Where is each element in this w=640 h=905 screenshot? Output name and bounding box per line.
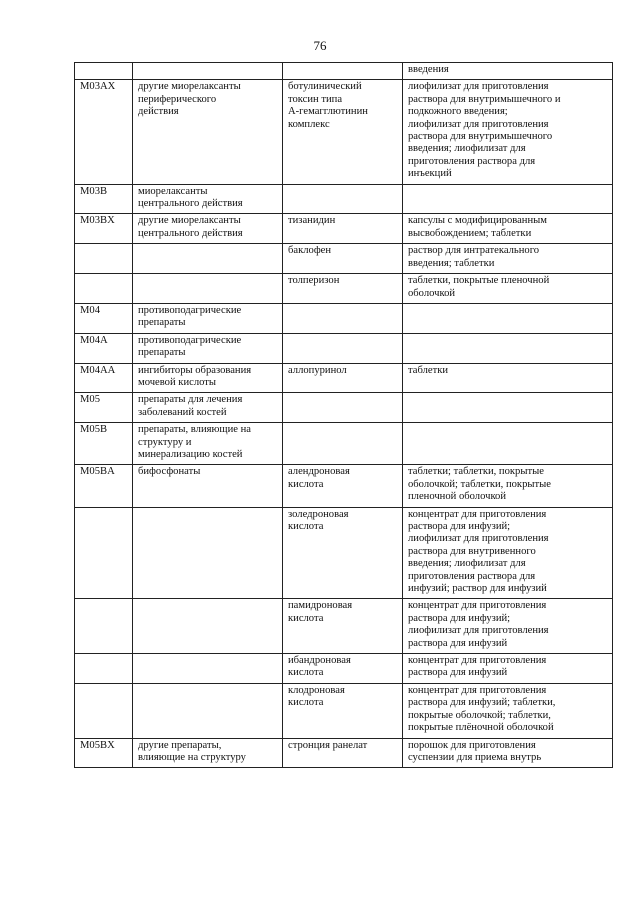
table-row	[75, 465, 613, 507]
group-cell	[133, 507, 283, 599]
table-row	[75, 423, 613, 465]
group-cell: препараты для лечения заболеваний костей	[133, 393, 283, 423]
atc-code-cell	[75, 507, 133, 599]
atc-code-cell	[75, 683, 133, 738]
table-row	[75, 80, 613, 184]
group-cell	[133, 274, 283, 304]
table-row	[75, 507, 613, 599]
group-cell	[133, 599, 283, 654]
form-cell: раствор для интратекального введения; таблетки	[403, 244, 613, 274]
atc-code-cell: M04A	[75, 333, 133, 363]
atc-code-cell: M05BX	[75, 738, 133, 768]
atc-code-cell	[75, 274, 133, 304]
form-cell: капсулы с модифицированным высвобождением; таблетки	[403, 214, 613, 244]
atc-code-cell	[75, 244, 133, 274]
atc-code-cell	[75, 599, 133, 654]
form-cell: таблетки	[403, 363, 613, 393]
form-cell: таблетки; таблетки, покрытые оболочкой; таблетки, покрытые пленочной оболочкой	[403, 465, 613, 507]
group-cell	[133, 63, 283, 80]
drug-cell	[283, 393, 403, 423]
form-cell: концентрат для приготовления раствора для инфузий; лиофилизат для приготовления раствора для внутривенного введения; лиофилизат для приготовления раствора для инфузий; раствор для инфузий	[403, 507, 613, 599]
atc-code-cell: M04AA	[75, 363, 133, 393]
drug-cell: стронция ранелат	[283, 738, 403, 768]
table-row	[75, 654, 613, 684]
atc-code-cell: M04	[75, 303, 133, 333]
group-cell: препараты, влияющие на структуру и минерализацию костей	[133, 423, 283, 465]
drug-cell: баклофен	[283, 244, 403, 274]
drug-cell: золедроновая кислота	[283, 507, 403, 599]
atc-code-cell	[75, 654, 133, 684]
group-cell: бифосфонаты	[133, 465, 283, 507]
group-cell: другие препараты, влияющие на структуру	[133, 738, 283, 768]
form-cell	[403, 184, 613, 214]
group-cell: противоподагрические препараты	[133, 303, 283, 333]
table-row	[75, 333, 613, 363]
drug-cell: тизанидин	[283, 214, 403, 244]
form-cell	[403, 393, 613, 423]
drug-cell	[283, 333, 403, 363]
drug-cell: ибандроновая кислота	[283, 654, 403, 684]
medication-table	[74, 62, 613, 768]
form-cell	[403, 303, 613, 333]
atc-code-cell: M05	[75, 393, 133, 423]
table-row	[75, 599, 613, 654]
drug-cell	[283, 303, 403, 333]
drug-cell	[283, 63, 403, 80]
form-cell: концентрат для приготовления раствора для инфузий; лиофилизат для приготовления раствора для инфузий	[403, 599, 613, 654]
atc-code-cell: M03BX	[75, 214, 133, 244]
group-cell	[133, 244, 283, 274]
drug-cell	[283, 423, 403, 465]
page-number: 76	[313, 38, 327, 53]
table-row	[75, 393, 613, 423]
drug-cell: алендроновая кислота	[283, 465, 403, 507]
table-row	[75, 274, 613, 304]
table-row	[75, 363, 613, 393]
group-cell: ингибиторы образования мочевой кислоты	[133, 363, 283, 393]
table-row	[75, 738, 613, 768]
group-cell: другие миорелаксанты центрального действия	[133, 214, 283, 244]
table-row	[75, 63, 613, 80]
form-cell	[403, 333, 613, 363]
group-cell: другие миорелаксанты периферического действия	[133, 80, 283, 184]
form-cell	[403, 423, 613, 465]
group-cell: миорелаксанты центрального действия	[133, 184, 283, 214]
table-row	[75, 184, 613, 214]
group-cell	[133, 683, 283, 738]
form-cell: концентрат для приготовления раствора для инфузий; таблетки, покрытые оболочкой; таблетки, покрытые плёночной оболочкой	[403, 683, 613, 738]
drug-cell: аллопуринол	[283, 363, 403, 393]
atc-code-cell: M05BA	[75, 465, 133, 507]
drug-cell: толперизон	[283, 274, 403, 304]
form-cell: введения	[403, 63, 613, 80]
table-row	[75, 244, 613, 274]
drug-cell	[283, 184, 403, 214]
table-row	[75, 683, 613, 738]
form-cell: таблетки, покрытые пленочной оболочкой	[403, 274, 613, 304]
form-cell: лиофилизат для приготовления раствора для внутримышечного и подкожного введения; лиофилизат для приготовления раствора для внутримышечного введения; лиофилизат для приготовления раствора для инъекций	[403, 80, 613, 184]
group-cell	[133, 654, 283, 684]
form-cell: концентрат для приготовления раствора для инфузий	[403, 654, 613, 684]
atc-code-cell: M03B	[75, 184, 133, 214]
drug-cell: клодроновая кислота	[283, 683, 403, 738]
table-row	[75, 303, 613, 333]
atc-code-cell	[75, 63, 133, 80]
form-cell: порошок для приготовления суспензии для приема внутрь	[403, 738, 613, 768]
table-row	[75, 214, 613, 244]
drug-cell: ботулинический токсин типа A-гемагглютинин комплекс	[283, 80, 403, 184]
atc-code-cell: M05B	[75, 423, 133, 465]
drug-cell: памидроновая кислота	[283, 599, 403, 654]
group-cell: противоподагрические препараты	[133, 333, 283, 363]
atc-code-cell: M03AX	[75, 80, 133, 184]
